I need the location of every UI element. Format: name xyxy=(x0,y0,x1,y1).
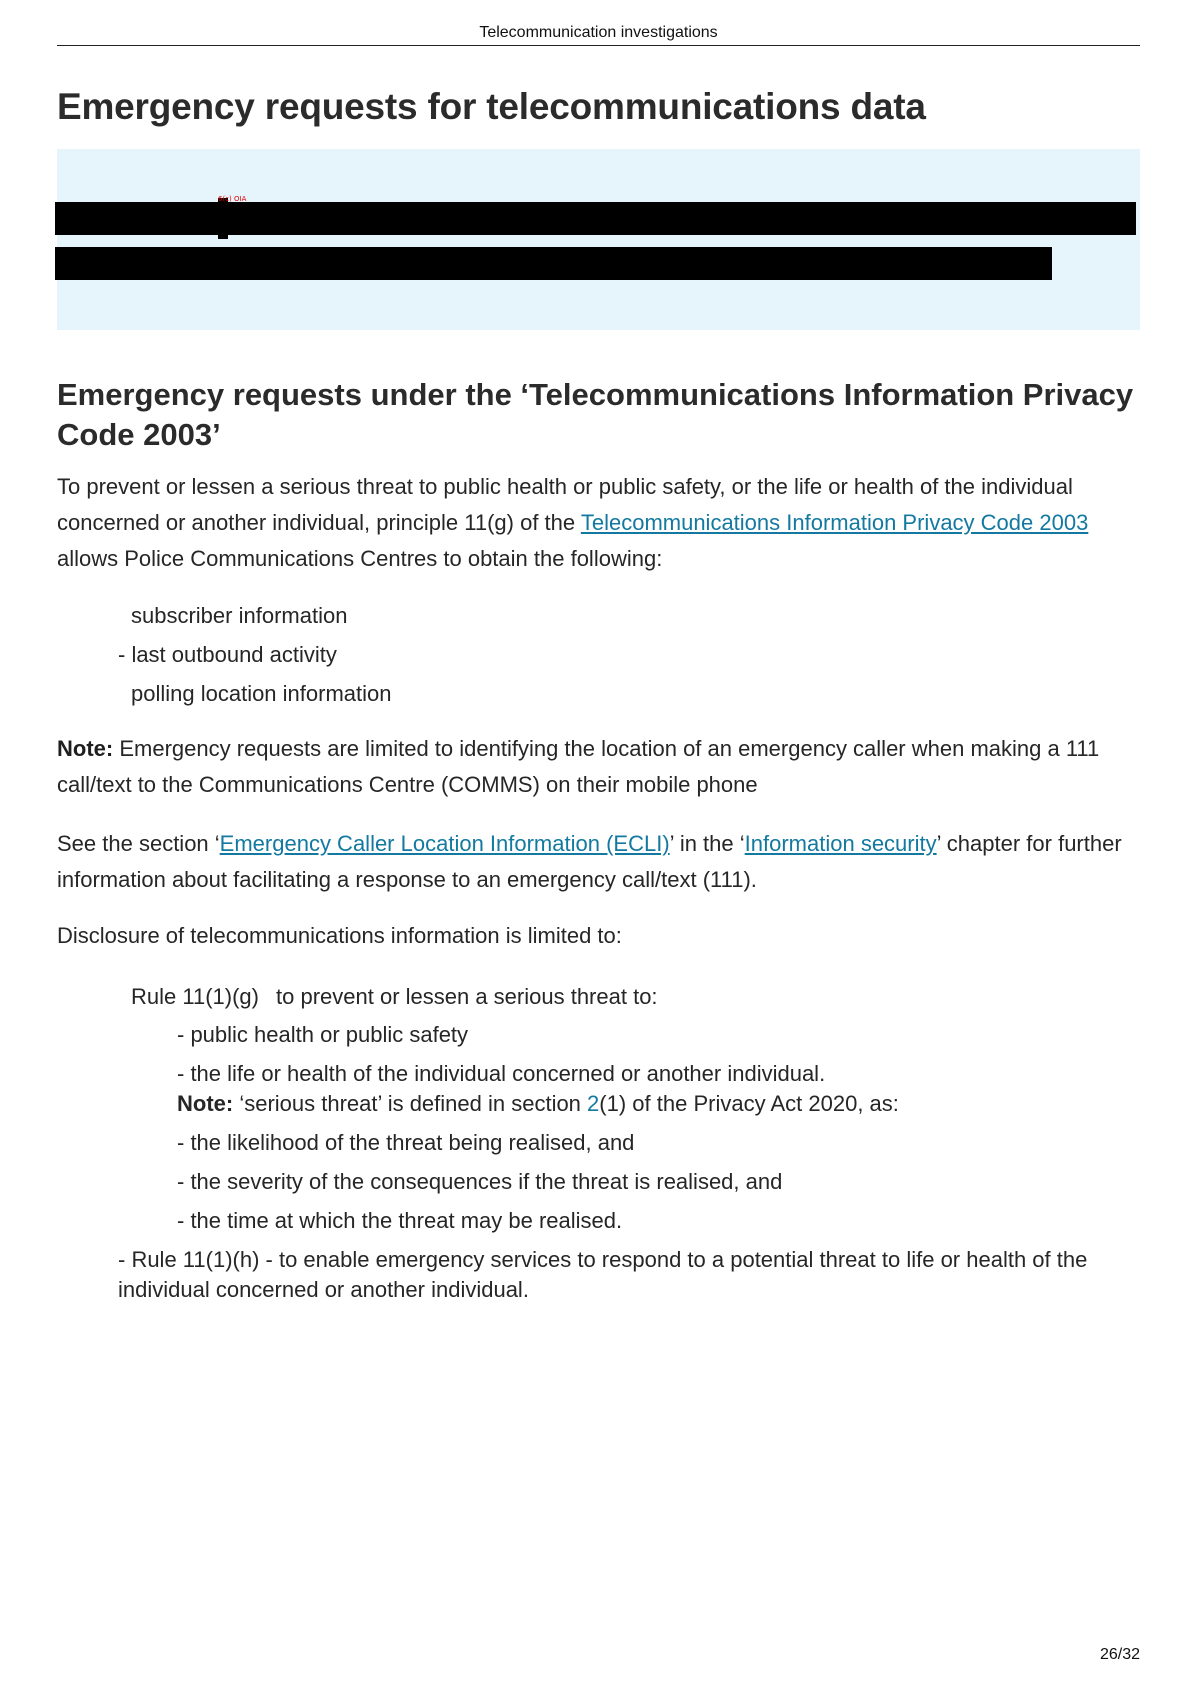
section-heading: Emergency requests under the ‘Telecommunications Information Privacy Code 2003’ xyxy=(57,377,1134,452)
note-text-end: (1) of the Privacy Act 2020, as: xyxy=(599,1091,899,1116)
information-security-link[interactable]: Information security xyxy=(744,831,937,856)
redaction-code: 6(c) OIA xyxy=(218,195,247,203)
page-number: 26/32 xyxy=(1099,1646,1140,1663)
serious-threat-note xyxy=(177,1089,899,1119)
serious-threat-item: - the likelihood of the threat being realised, and xyxy=(177,1130,635,1155)
obtain-list-item: - last outbound activity xyxy=(118,642,337,667)
obtain-list-item: polling location information xyxy=(131,681,392,706)
document-page xyxy=(57,0,1140,1684)
see-also-text: ’ chapter for further information about facilitating a response to an emergency call/text (111). xyxy=(57,831,1122,892)
note-paragraph xyxy=(57,731,1140,803)
obtain-list-item: subscriber information xyxy=(131,603,348,628)
note-label: Note: xyxy=(177,1091,234,1116)
ecli-link[interactable]: Emergency Caller Location Information (ECLI) xyxy=(219,831,670,856)
serious-threat-item: - the time at which the threat may be realised. xyxy=(177,1208,623,1233)
note-text: ‘serious threat’ is defined in section xyxy=(233,1091,588,1116)
redaction-bar xyxy=(55,247,1052,280)
intro-paragraph xyxy=(57,469,1140,577)
redacted-callout xyxy=(57,149,1140,330)
see-also-paragraph xyxy=(57,826,1140,898)
rule-g-text: to prevent or lessen a serious threat to: xyxy=(276,984,658,1009)
note-label: Note: xyxy=(57,736,114,761)
see-also-text: ’ in the ‘ xyxy=(669,831,745,856)
intro-text-end: allows Police Communications Centres to obtain the following: xyxy=(57,546,663,571)
serious-threat-item: - the severity of the consequences if the threat is realised, and xyxy=(177,1169,783,1194)
privacy-code-link[interactable]: Telecommunications Information Privacy Code 2003 xyxy=(580,510,1089,535)
rule-h-line: individual concerned or another individual. xyxy=(118,1277,529,1302)
note-text: Emergency requests are limited to identifying the location of an emergency caller when making a 111 call/text to the Communications Centre (COMMS) on their mobile phone xyxy=(57,736,1100,797)
see-also-text: See the section ‘ xyxy=(57,831,220,856)
privacy-act-section-link[interactable]: 2 xyxy=(587,1091,600,1116)
rule-g-item: - public health or public safety xyxy=(177,1022,469,1047)
rule-g-label: Rule 11(1)(g) xyxy=(131,984,259,1009)
redaction-marker xyxy=(218,198,228,239)
disclosure-intro: Disclosure of telecommunications information is limited to: xyxy=(57,923,622,948)
intro-text: To prevent or lessen a serious threat to public health or public safety, or the life or health of the individual concerned or another individual, principle 11(g) of the xyxy=(57,474,1073,535)
rule-h-line: - Rule 11(1)(h) - to enable emergency services to respond to a potential threat to life or health of the xyxy=(118,1247,1088,1272)
rule-g-item: - the life or health of the individual concerned or another individual. xyxy=(177,1061,826,1086)
page-title: Emergency requests for telecommunications data xyxy=(57,86,926,127)
running-header: Telecommunication investigations xyxy=(57,24,1140,46)
